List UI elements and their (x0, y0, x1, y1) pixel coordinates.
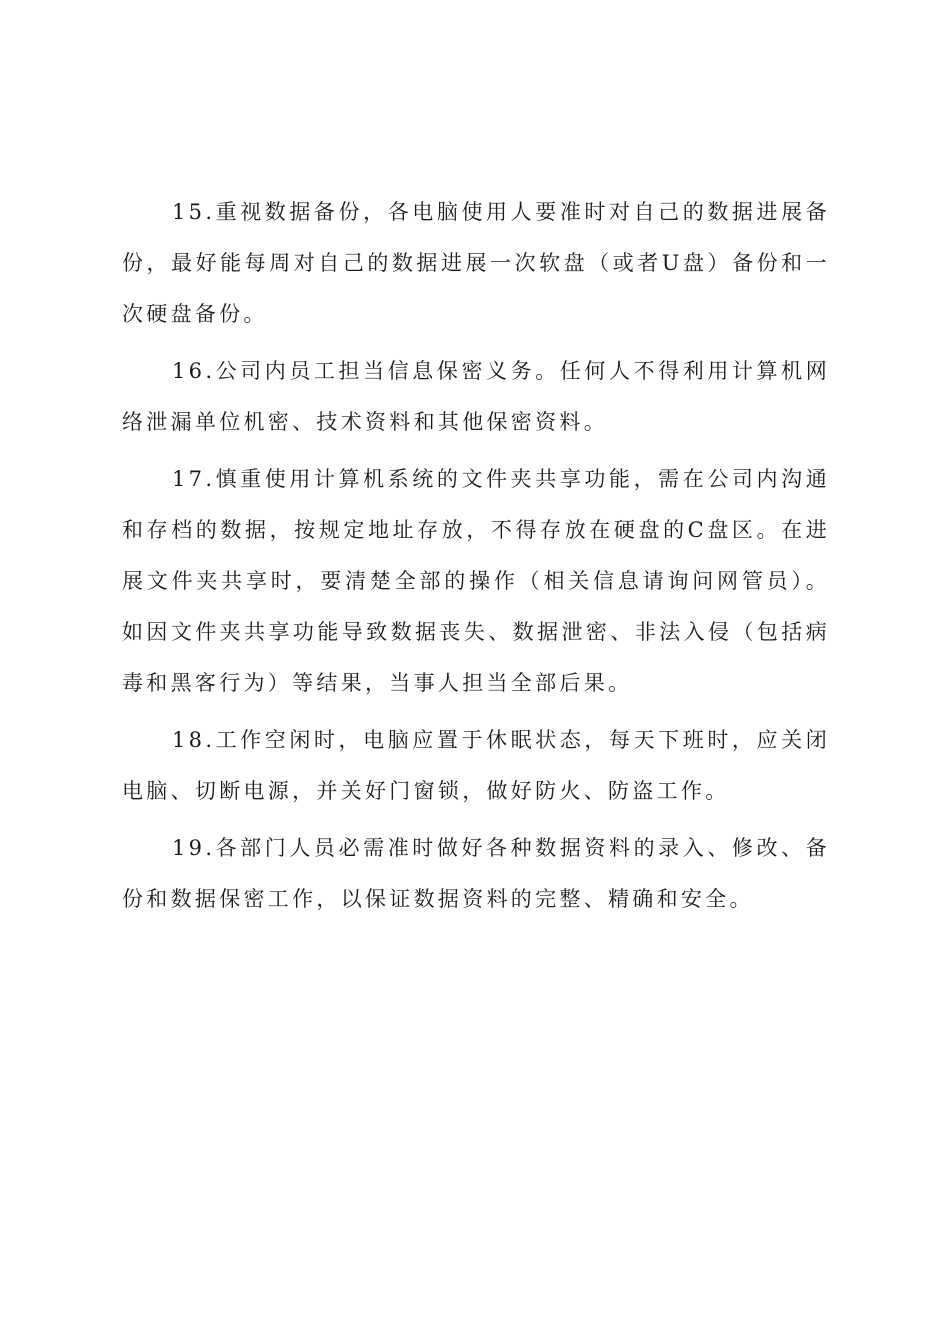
paragraph-item-15: 15.重视数据备份，各电脑使用人要准时对自己的数据进展备份，最好能每周对自己的数据进展一次软盘（或者U盘）备份和一次硬盘备份。 (122, 200, 830, 326)
paragraph-item-16: 16.公司内员工担当信息保密义务。任何人不得利用计算机网络泄漏单位机密、技术资料和其他保密资料。 (122, 359, 830, 434)
paragraph-item-19: 19.各部门人员必需准时做好各种数据资料的录入、修改、备份和数据保密工作，以保证数据资料的完整、精确和安全。 (122, 836, 830, 911)
document-body (122, 187, 830, 931)
paragraph-item-17: 17.慎重使用计算机系统的文件夹共享功能，需在公司内沟通和存档的数据，按规定地址存放，不得存放在硬盘的C盘区。在进展文件夹共享时，要清楚全部的操作（相关信息请询问网管员）。如因文件夹共享功能导致数据丧失、数据泄密、非法入侵（包括病毒和黑客行为）等结果，当事人担当全部后果。 (122, 467, 830, 695)
paragraph-item-18: 18.工作空闲时，电脑应置于休眠状态，每天下班时，应关闭电脑、切断电源，并关好门窗锁，做好防火、防盗工作。 (122, 728, 830, 803)
